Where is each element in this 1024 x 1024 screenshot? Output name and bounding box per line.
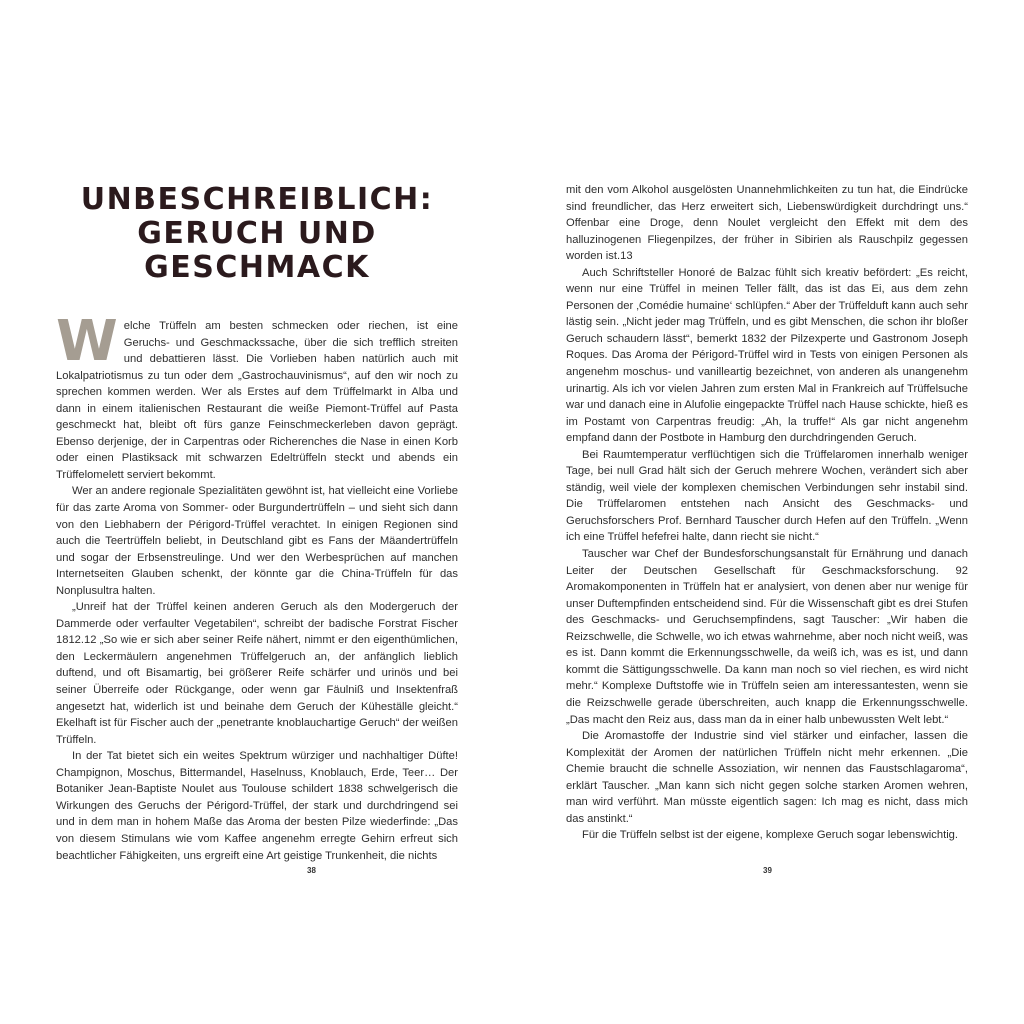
- paragraph-2: Wer an andere regionale Spezialitäten gewöhnt ist, hat vielleicht eine Vorliebe für das zarte Aroma von Sommer- oder Burgundertrüffeln – und sieht sich dann von den Liebhabern der Périgord-Trüffel verachtet. In einigen Regionen sind auch die Teertrüffeln beliebt, in Deutschland gibt es Fans der Mäandertrüffeln und sogar der Erbsenstreulinge. Und wer den Werbesprüchen auf manchen Internetseiten Glauben schenkt, der könnte gar die China-Trüffeln für das Nonplusultra halten.: [56, 485, 458, 597]
- paragraph-final: Für die Trüffeln selbst ist der eigene, komplexe Geruch sogar lebenswichtig.: [582, 829, 959, 842]
- paragraph-tauscher: Tauscher war Chef der Bundesforschungsanstalt für Ernährung und danach Leiter der Deutschen Gesellschaft für Geschmacksforschung. 92 Aromakomponenten in Trüffeln hat er analysiert, von denen aber nur wenige für unser Duftempfinden entscheidend sind. Für die Wissenschaft gibt es drei Stufen des Geschmacks- und Geruchsempfindens, sagt Tauscher: „Wir haben die Reizschwelle, die Schwelle, wo ich etwas wahrnehme, aber noch nicht weiß, was es ist. Dann kommt die Erkennungsschwelle, da weiß ich, was es ist, und dann kommt die Sättigungsschwelle. Da kann man noch so viel riechen, es wird nicht mehr.“ Komplexe Duftstoffe wie in Trüffeln seien am interessantesten, wenn sie die Reizschwelle gerade überschreiten, auch knapp die Erkennungsschwelle. „Das macht den Reiz aus, dass man da in einer halb unbewussten Welt lebt.“: [566, 548, 968, 726]
- drop-cap: W: [56, 309, 118, 374]
- page-number-right: 39: [763, 866, 772, 875]
- page-number-left: 38: [307, 866, 316, 875]
- paragraph-room-temperature: Bei Raumtemperatur verflüchtigen sich die Trüffelaromen innerhalb weniger Tage, bei null Grad hält sich der Geruch mehrere Wochen, verändert sich aber ständig, weil viele der komplexen chemischen Verbindungen sehr instabil sind. Die Trüffelaromen entstehen nach Ansicht des Geschmacks- und Geruchsforschers Prof. Bernhard Tauscher durch Hefen auf den Trüffeln. „Wenn ich eine Trüffel hefefrei halte, dann riecht sie nicht.“: [566, 448, 968, 544]
- left-body-text: [56, 309, 458, 864]
- title-line-3: GESCHMACK: [144, 250, 370, 285]
- paragraph-3: „Unreif hat der Trüffel keinen anderen Geruch als den Modergeruch der Dammerde oder verfaulter Vegetabilen“, schreibt der badische Forstrat Fischer 1812.12 „So wie er sich aber seiner Reife nähert, nimmt er den eigenthümlichen, den Leckermäulern angenehmen Trüffelgeruch an, der anfänglich lieblich duftend, und oft Bisamartig, bei größerer Reife schärfer und urinös und bei seiner Überreife oder Rückgange, oder wenn gar Fäulniß und Insektenfraß angesetzt hat, widerlich ist und beinahe dem Geruch der Küheställe gleicht.“ Ekelhaft ist für Fischer auch der „penetrante knoblauchartige Geruch“ der weißen Trüffeln.: [56, 601, 458, 746]
- paragraph-balzac: Auch Schriftsteller Honoré de Balzac fühlt sich kreativ befördert: „Es reicht, wenn nur eine Trüffel in meinen Teller fällt, das ist das Ei, aus dem zehn Personen der ‚Comédie humaine‘ schlüpfen.“ Aber der Trüffelduft kann auch sehr lästig sein. „Nicht jeder mag Trüffeln, und es gibt Menschen, die schon ihr bloßer Geruch schaudern lässt“, bemerkt 1832 der Pilzexperte und Gastronom Joseph Roques. Das Aroma der Périgord-Trüffel wird in Tests von einigen Personen als angenehm moschus- und vanilleartig bezeichnet, von anderen als unangenehm urinartig. Als ich vor vielen Jahren zum ersten Mal in Frankreich auf Trüffelsuche war und danach eine in Alufolie eingepackte Trüffel nach Hause schickte, hieß es im Postamt von Carpentras freudig: „Ah, la truffe!“ Als gar nicht angenehm empfand dann der Postbote in Hamburg den durchdringenden Geruch.: [566, 266, 968, 445]
- paragraph-1: [56, 309, 458, 483]
- paragraph-4: In der Tat bietet sich ein weites Spektrum würziger und nachhaltiger Düfte! Champignon, Moschus, Bittermandel, Haselnuss, Knoblauch, Erde, Teer… Der Botaniker Jean-Baptiste Noulet aus Toulouse schildert 1838 schwelgerisch die Wirkungen des Geruchs der Périgord-Trüffel, der stark und durchdringend sei und in dem man in hohem Maße das Aroma der besten Pilze wiederfinde: „Das von diesem Stimulans wie vom Kaffee angenehm erregte Gehirn erfreut sich beachtlicher Fähigkeiten, uns ergreift eine Art geistige Trunkenheit, die nichts: [56, 750, 458, 862]
- chapter-title: [56, 183, 458, 285]
- right-body-text: [566, 182, 968, 844]
- paragraph-industry: Die Aromastoffe der Industrie sind viel stärker und einfacher, lassen die Komplexität der Aromen der natürlichen Trüffeln nicht mehr erkennen. „Die Chemie braucht die schnelle Assoziation, wir nennen das Faustschlagaroma“, erklärt Tauscher. „Man kann sich nicht gegen solche starken Aromen wehren, man wird verführt. Man müsste eigentlich sagen: Ich mag es nicht, dass mich das anstinkt.“: [566, 730, 968, 825]
- paragraph-continued: mit den vom Alkohol ausgelösten Unannehmlichkeiten zu tun hat, die Eindrücke sind freundlicher, das Herz erweitert sich, Liebenswürdigkeit durchdringt uns.“ Offenbar eine Droge, denn Noulet vergleicht den Effekt mit dem des halluzinogenen Fliegenpilzes, der früher in Sibirien als Rauschpilz gegessen worden ist.13: [566, 184, 968, 263]
- title-line-1: UNBESCHREIBLICH:: [80, 182, 434, 217]
- title-line-2: GERUCH UND: [137, 216, 377, 251]
- paragraph-1-text: elche Trüffeln am besten schmecken oder riechen, ist eine Geruchs- und Geschmackssache, über die sich trefflich streiten und debattieren lässt. Die Vorlieben haben natürlich auch mit Lokalpatriotismus zu tun oder dem „Gastrochauvinismus“, auf den wir noch zu sprechen kommen werden. Wer als Erstes auf dem Trüffelmarkt in Alba und dann in einem italienischen Restaurant die weiße Piemont-Trüffel auf Pasta geschmeckt hat, bleibt oft fürs ganze Feinschmeckerleben davon geprägt. Ebenso derjenige, der in Carpentras oder Richerenches die Nase in einen Korb oder einen Plastiksack mit schwarzen Edeltrüffeln steckt und abends ein Trüffelomelett serviert bekommt.: [56, 320, 458, 481]
